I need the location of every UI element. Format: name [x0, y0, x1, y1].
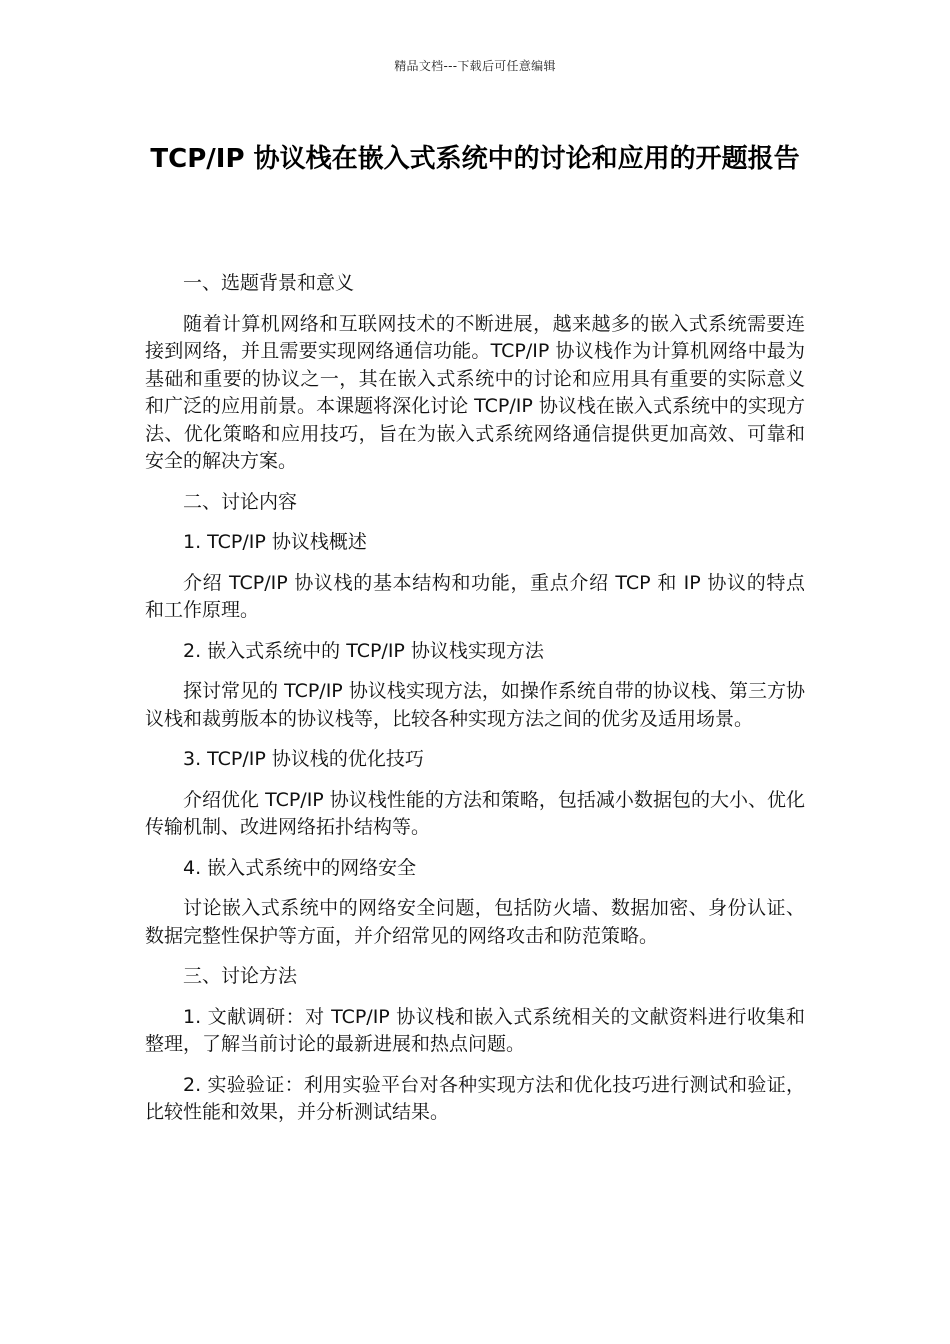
section-2-item-3-heading: 3. TCP/IP 协议栈的优化技巧 — [183, 748, 424, 770]
page-header: 精品文档---下载后可任意编辑 — [394, 59, 556, 73]
document-title: TCP/IP 协议栈在嵌入式系统中的讨论和应用的开题报告 — [150, 144, 800, 174]
section-2-item-3-paragraph: 介绍优化 TCP/IP 协议栈性能的方法和策略，包括减小数据包的大小、优化传输机制、改进网络拓扑结构等。 — [145, 788, 805, 838]
section-1-paragraph: 随着计算机网络和互联网技术的不断进展，越来越多的嵌入式系统需要连接到网络，并且需要实现网络通信功能。TCP/IP 协议栈作为计算机网络中最为基础和重要的协议之一，其在嵌入式系统中的讨论和应用具有重要的实际意义和广泛的应用前景。本课题将深化讨论 TCP/IP 协议栈在嵌入式系统中的实现方法、优化策略和应用技巧，旨在为嵌入式系统网络通信提供更加高效、可靠和安全的解决方案。 — [145, 312, 805, 472]
section-3-heading: 三、讨论方法 — [183, 965, 298, 987]
section-2-item-4-heading: 4. 嵌入式系统中的网络安全 — [183, 856, 417, 879]
document-body — [145, 270, 805, 1140]
section-2-item-2-paragraph: 探讨常见的 TCP/IP 协议栈实现方法，如操作系统自带的协议栈、第三方协议栈和裁剪版本的协议栈等，比较各种实现方法之间的优劣及适用场景。 — [145, 680, 805, 730]
section-2-item-1-heading: 1. TCP/IP 协议栈概述 — [183, 531, 367, 553]
section-3-item-1: 1. 文献调研：对 TCP/IP 协议栈和嵌入式系统相关的文献资料进行收集和整理，了解当前讨论的最新进展和热点问题。 — [145, 1005, 805, 1055]
section-2-heading: 二、讨论内容 — [183, 490, 298, 513]
section-2-item-4-paragraph: 讨论嵌入式系统中的网络安全问题，包括防火墙、数据加密、身份认证、数据完整性保护等方面，并介绍常见的网络攻击和防范策略。 — [145, 897, 805, 947]
section-2-item-2-heading: 2. 嵌入式系统中的 TCP/IP 协议栈实现方法 — [183, 639, 544, 662]
section-2-item-1-paragraph: 介绍 TCP/IP 协议栈的基本结构和功能，重点介绍 TCP 和 IP 协议的特点和工作原理。 — [145, 571, 805, 621]
section-1-heading: 一、选题背景和意义 — [183, 272, 355, 294]
section-3-item-2: 2. 实验验证：利用实验平台对各种实现方法和优化技巧进行测试和验证，比较性能和效果，并分析测试结果。 — [145, 1073, 805, 1123]
